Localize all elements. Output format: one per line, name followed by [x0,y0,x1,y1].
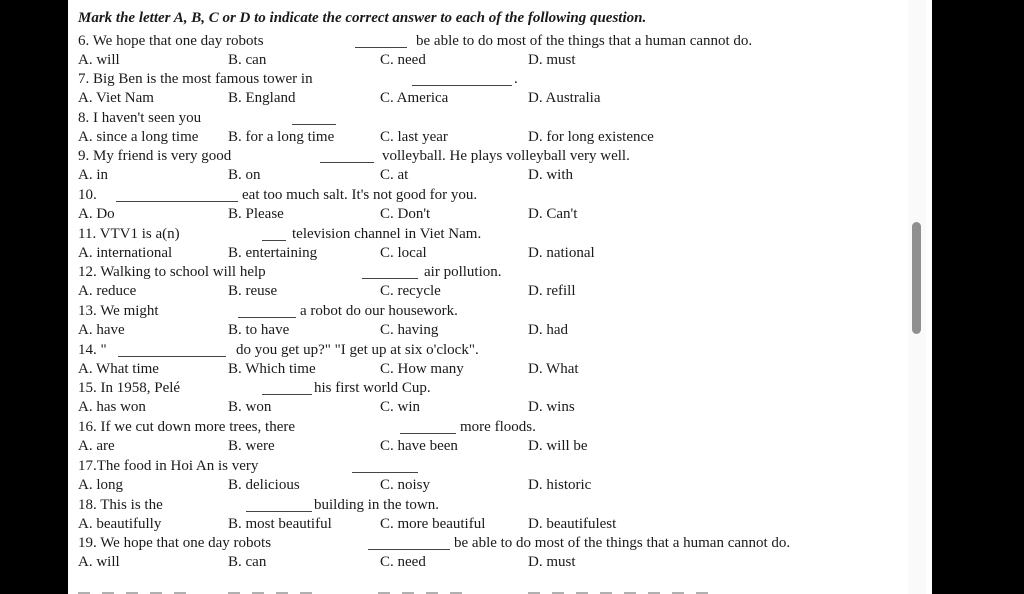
question-17-option-a: A. long [78,477,123,493]
question-12-option-c: C. recycle [380,283,441,299]
question-13-option-b: B. to have [228,322,290,338]
question-6-stem: 6. We hope that one day robots [78,33,264,49]
question-9-option-a: A. in [78,167,108,183]
question-7-option-a: A. Viet Nam [78,90,154,106]
question-18-option-b: B. most beautiful [228,516,332,532]
question-14-option-a: A. What time [78,361,159,377]
question-15-option-d: D. wins [528,399,575,415]
question-6-option-d: D. must [528,52,576,68]
question-15 [78,379,838,398]
question-8-options [78,128,838,147]
question-14-option-d: D. What [528,361,579,377]
question-16-blank [400,433,456,434]
question-18-option-a: A. beautifully [78,516,162,532]
question-12-options [78,282,838,301]
question-12-option-d: D. refill [528,283,576,299]
question-11-option-d: D. national [528,245,595,261]
question-6-option-c: C. need [380,52,426,68]
question-17-stem: 17.The food in Hoi An is very [78,458,259,474]
question-7-blank [412,85,512,86]
question-13-rest: a robot do our housework. [300,303,458,319]
question-10-blank [116,201,238,202]
question-16-option-b: B. were [228,438,275,454]
question-8 [78,109,838,128]
question-14-stem: 14. " [78,342,107,358]
question-18-option-d: D. beautifulest [528,516,617,532]
question-10-rest: eat too much salt. It's not good for you. [242,187,478,203]
question-19-blank [368,549,450,550]
question-15-option-c: C. win [380,399,421,415]
scrollbar-thumb[interactable] [912,222,921,334]
question-14-option-b: B. Which time [228,361,316,377]
question-19-option-b: B. can [228,554,267,570]
question-17-option-c: C. noisy [380,477,431,493]
question-7-option-c: C. America [380,90,449,106]
question-12-rest: air pollution. [424,264,502,280]
question-7 [78,70,838,89]
question-10-stem: 10. [78,187,97,203]
question-9-stem: 9. My friend is very good [78,148,232,164]
question-8-option-b: B. for a long time [228,129,335,145]
question-10-option-d: D. Can't [528,206,578,222]
question-14 [78,341,838,360]
question-11-blank [262,240,286,241]
question-17-option-b: B. delicious [228,477,300,493]
question-13-stem: 13. We might [78,303,159,319]
question-9-rest: volleyball. He plays volleyball very well. [382,148,630,164]
question-7-options [78,89,838,108]
question-16-options [78,437,838,456]
question-13-option-a: A. have [78,322,125,338]
question-17 [78,457,838,476]
question-12 [78,263,838,282]
question-10 [78,186,838,205]
question-17-options [78,476,838,495]
question-11-option-a: A. international [78,245,173,261]
question-16-stem: 16. If we cut down more trees, there [78,419,296,435]
question-12-option-b: B. reuse [228,283,278,299]
question-14-rest: do you get up?" "I get up at six o'clock". [236,342,479,358]
question-12-blank [362,278,418,279]
question-19-options [78,553,838,572]
question-9-blank [320,162,374,163]
question-19-option-c: C. need [380,554,426,570]
question-11-rest: television channel in Viet Nam. [292,226,482,242]
question-11-options [78,244,838,263]
question-15-rest: his first world Cup. [314,380,431,396]
question-13-options [78,321,838,340]
question-6-option-a: A. will [78,52,120,68]
question-18-rest: building in the town. [314,497,439,513]
question-9 [78,147,838,166]
question-9-options [78,166,838,185]
question-13-option-c: C. having [380,322,439,338]
question-16 [78,418,838,437]
question-11-option-c: C. local [380,245,427,261]
cut-off-next-line [78,586,838,594]
question-10-option-c: C. Don't [380,206,431,222]
question-19-stem: 19. We hope that one day robots [78,535,272,551]
question-6-rest: be able to do most of the things that a human cannot do. [416,33,753,49]
question-18-blank [246,511,312,512]
question-16-option-a: A. are [78,438,115,454]
question-12-option-a: A. reduce [78,283,137,299]
question-19-option-d: D. must [528,554,576,570]
question-15-option-b: B. won [228,399,272,415]
question-6 [78,32,838,51]
question-8-option-a: A. since a long time [78,129,199,145]
question-7-stem: 7. Big Ben is the most famous tower in [78,71,313,87]
question-10-option-a: A. Do [78,206,115,222]
question-10-options [78,205,838,224]
question-17-option-d: D. historic [528,477,592,493]
question-8-stem: 8. I haven't seen you [78,110,202,126]
question-13 [78,302,838,321]
question-14-blank [118,356,226,357]
question-6-options [78,51,838,70]
question-9-option-c: C. at [380,167,409,183]
question-14-option-c: C. How many [380,361,464,377]
question-19-rest: be able to do most of the things that a human cannot do. [454,535,791,551]
question-10-option-b: B. Please [228,206,284,222]
question-17-blank [352,472,418,473]
question-8-option-c: C. last year [380,129,448,145]
question-15-blank [262,394,312,395]
question-11-stem: 11. VTV1 is a(n) [78,226,180,242]
question-8-blank [292,124,336,125]
question-7-option-b: B. England [228,90,296,106]
question-18-stem: 18. This is the [78,497,163,513]
question-18 [78,496,838,515]
question-9-option-b: B. on [228,167,261,183]
question-13-blank [238,317,296,318]
question-7-option-d: D. Australia [528,90,601,106]
question-18-option-c: C. more beautiful [380,516,486,532]
question-18-options [78,515,838,534]
question-19-option-a: A. will [78,554,120,570]
question-15-stem: 15. In 1958, Pelé [78,380,181,396]
question-11 [78,225,838,244]
question-16-option-c: C. have been [380,438,458,454]
question-14-options [78,360,838,379]
question-6-option-b: B. can [228,52,267,68]
question-8-option-d: D. for long existence [528,129,654,145]
question-19 [78,534,838,553]
question-15-option-a: A. has won [78,399,146,415]
question-12-stem: 12. Walking to school will help [78,264,266,280]
question-16-rest: more floods. [460,419,536,435]
question-9-option-d: D. with [528,167,573,183]
question-15-options [78,398,838,417]
question-13-option-d: D. had [528,322,568,338]
question-16-option-d: D. will be [528,438,588,454]
question-7-rest: . [514,71,518,87]
question-6-blank [355,47,407,48]
question-11-option-b: B. entertaining [228,245,318,261]
instruction-heading: Mark the letter A, B, C or D to indicate the correct answer to each of the following question. [78,10,647,26]
